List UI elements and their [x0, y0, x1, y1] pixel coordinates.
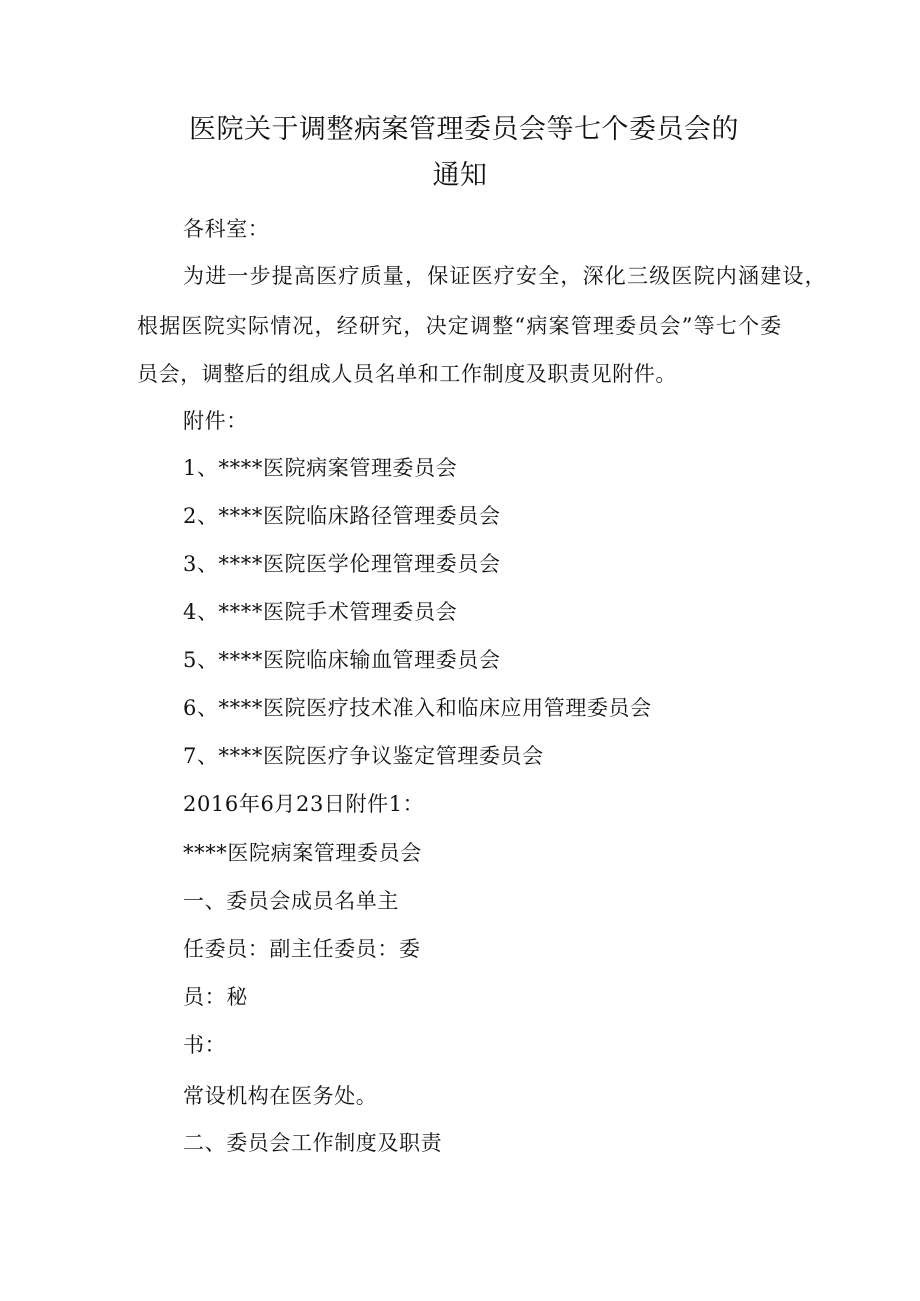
members-line-2: 员：秘: [183, 985, 248, 1009]
members-line-3: 书：: [183, 1033, 227, 1057]
date-line: 2016年6月23日附件1：: [183, 792, 425, 816]
attachment-item-6: 6、****医院医疗技术准入和临床应用管理委员会: [183, 696, 652, 720]
attachment-item-3: 3、****医院医学伦理管理委员会: [183, 552, 501, 576]
attachment-item-5: 5、****医院临床输血管理委员会: [183, 648, 501, 672]
body-paragraph-line-3: 员会，调整后的组成人员名单和工作制度及职责见附件。: [137, 362, 677, 386]
annex-title: ****医院病案管理委员会: [183, 841, 422, 865]
attachment-item-4: 4、****医院手术管理委员会: [183, 600, 458, 624]
section-2-heading: 二、委员会工作制度及职责: [183, 1131, 443, 1155]
attachment-item-2: 2、****医院临床路径管理委员会: [183, 504, 501, 528]
attachments-heading: 附件：: [183, 409, 248, 433]
section-1-heading: 一、委员会成员名单主: [183, 889, 399, 913]
salutation: 各科室：: [183, 217, 270, 241]
attachment-item-1: 1、****医院病案管理委员会: [183, 456, 458, 480]
office-line: 常设机构在医务处。: [183, 1084, 378, 1108]
document-title-line-1: 医院关于调整病案管理委员会等七个委员会的: [189, 114, 739, 145]
members-line-1: 任委员：副主任委员：委: [183, 937, 421, 961]
body-paragraph-line-2: 根据医院实际情况，经研究，决定调整“病案管理委员会”等七个委: [137, 314, 783, 338]
body-paragraph-line-1: 为进一步提高医疗质量，保证医疗安全，深化三级医院内涵建设，: [183, 264, 827, 288]
attachment-item-7: 7、****医院医疗争议鉴定管理委员会: [183, 744, 544, 768]
document-title-line-2: 通知: [432, 160, 488, 191]
